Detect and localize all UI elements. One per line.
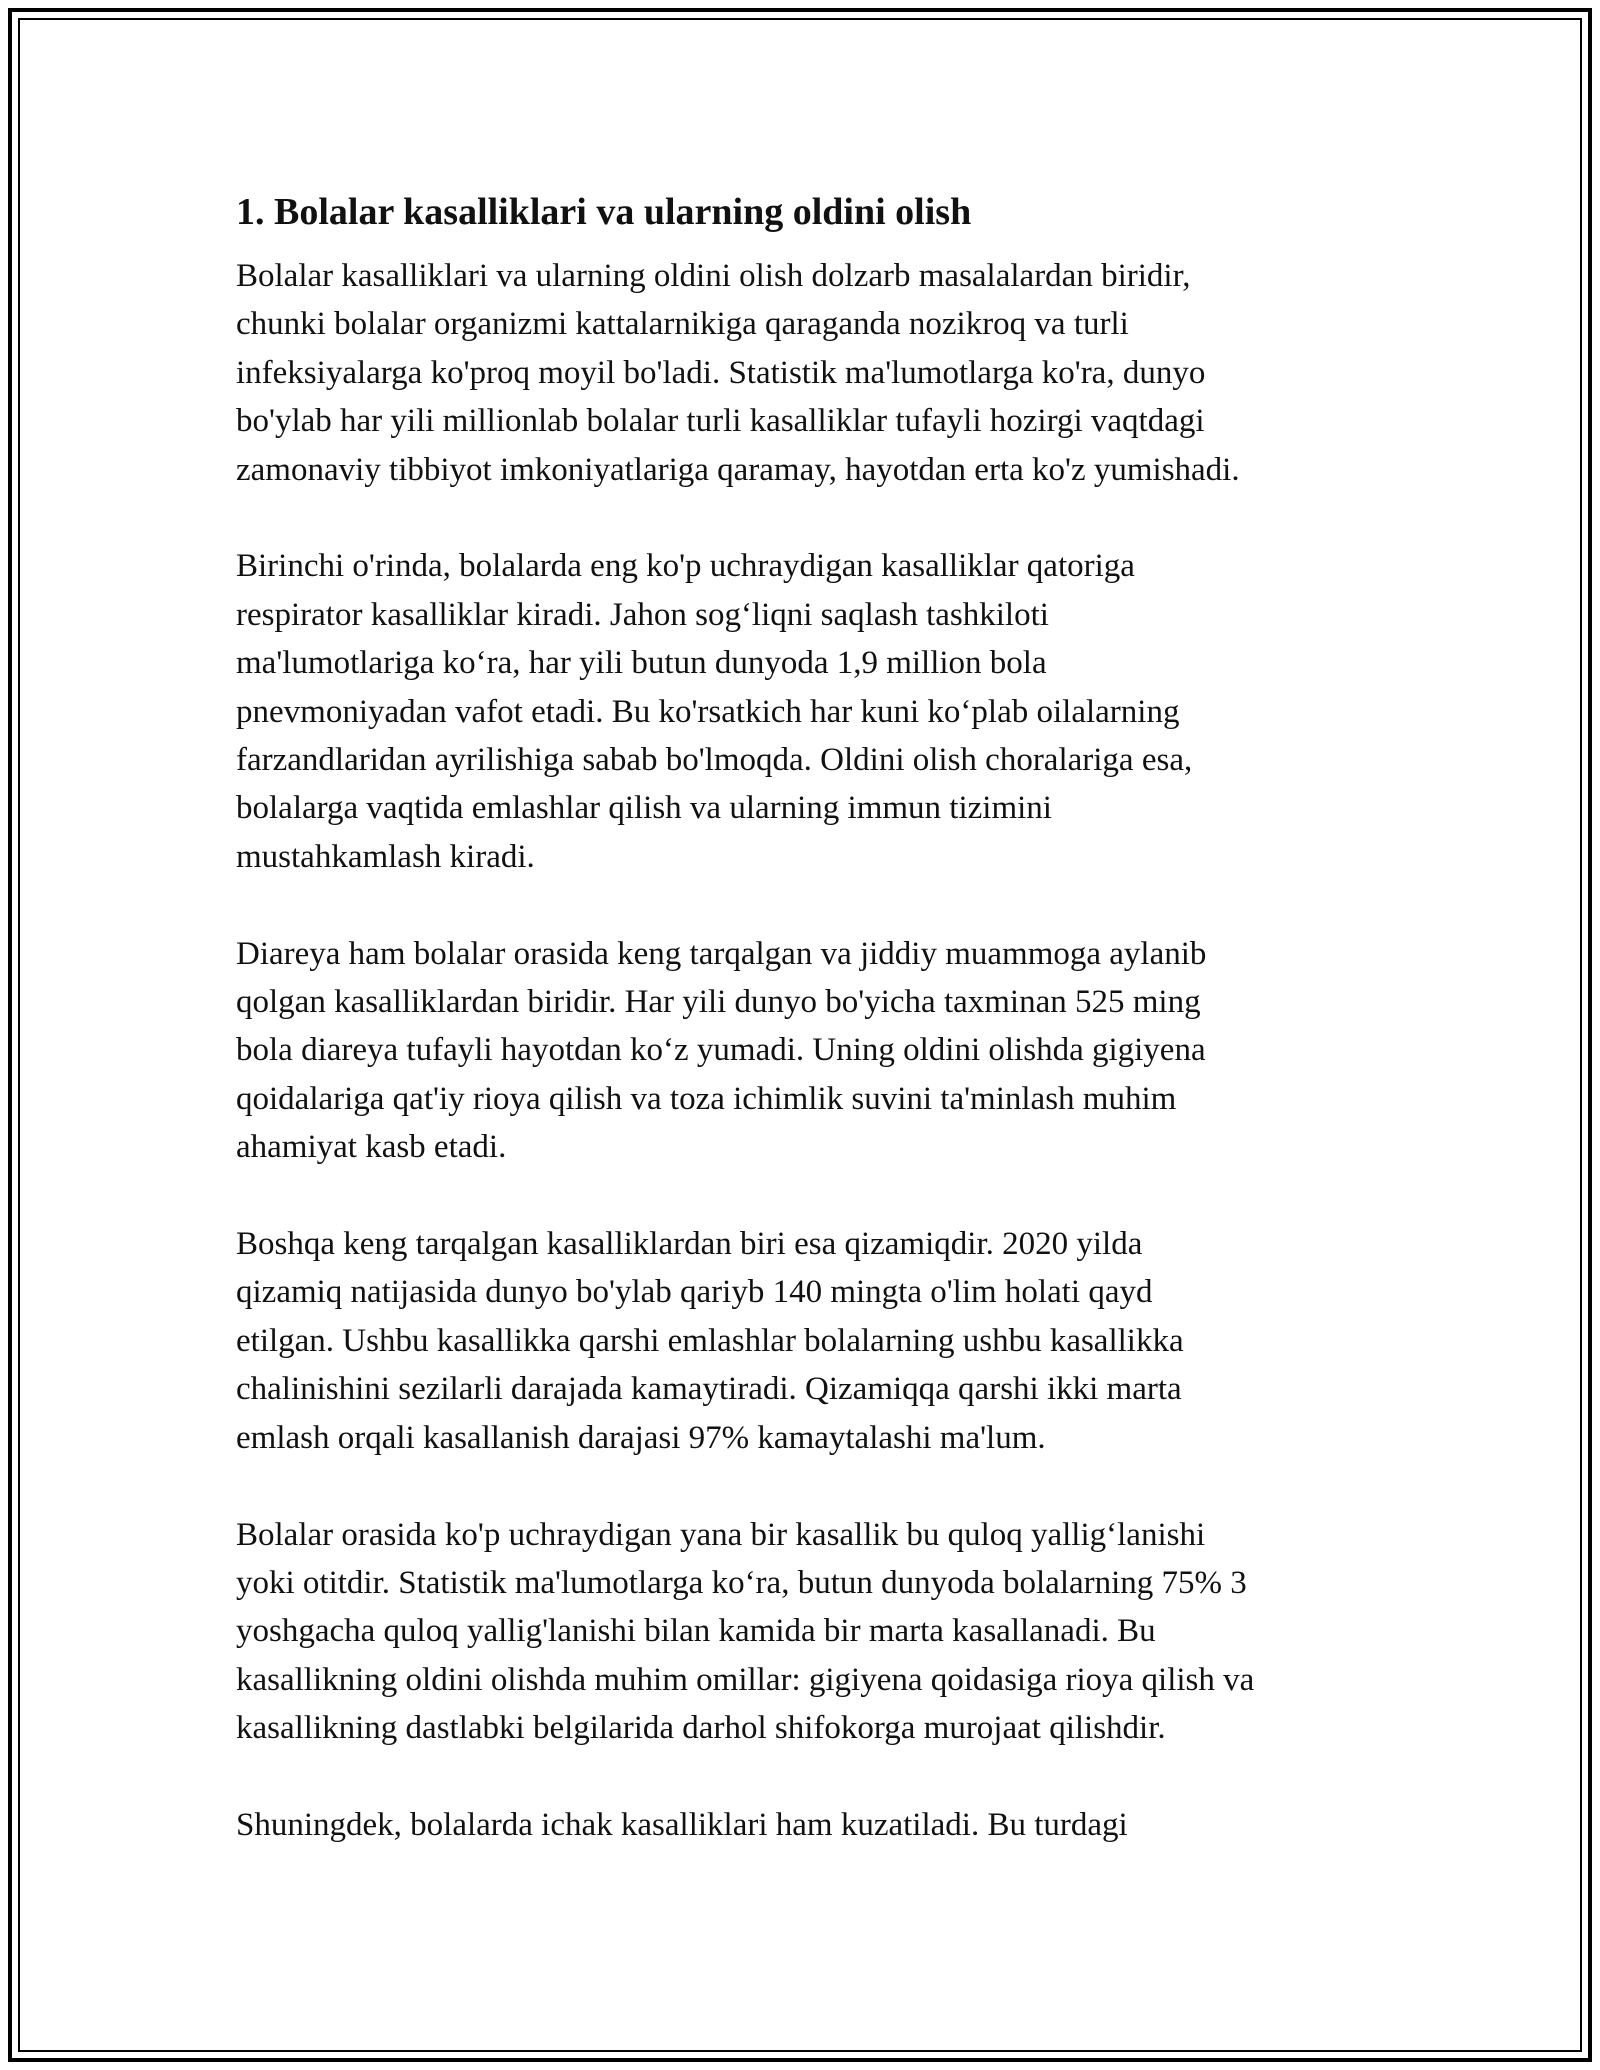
text-line: bo'ylab har yili millionlab bolalar turli kasalliklar tufayli hozirgi vaqtdagi	[236, 403, 1205, 440]
paragraph-diarrhea	[236, 930, 1386, 1172]
paragraph-intro	[236, 252, 1386, 494]
text-line: bolalarga vaqtida emlashlar qilish va ularning immun tizimini	[236, 790, 1052, 827]
text-line: qizamiq natijasida dunyo bo'ylab qariyb 140 mingta o'lim holati qayd	[236, 1274, 1153, 1311]
text-line: yoshgacha quloq yallig'lanishi bilan kamida bir marta kasallanadi. Bu	[236, 1613, 1156, 1650]
text-line: emlash orqali kasallanish darajasi 97% kamaytalashi ma'lum.	[236, 1419, 1046, 1456]
text-line: Birinchi o'rinda, bolalarda eng ko'p uchraydigan kasalliklar qatoriga	[236, 548, 1135, 585]
text-line: ma'lumotlariga ko‘ra, har yili butun dunyoda 1,9 million bola	[236, 645, 1047, 682]
text-line: kasallikning oldini olishda muhim omillar: gigiyena qoidasiga rioya qilish va	[236, 1661, 1255, 1698]
text-line: Diareya ham bolalar orasida keng tarqalgan va jiddiy muammoga aylanib	[236, 935, 1207, 972]
text-line: ahamiyat kasb etadi.	[236, 1129, 507, 1166]
text-line: qolgan kasalliklardan biridir. Har yili dunyo bo'yicha taxminan 525 ming	[236, 984, 1201, 1021]
text-line: pnevmoniyadan vafot etadi. Bu ko'rsatkich har kuni ko‘plab oilalarning	[236, 693, 1180, 730]
text-line: mustahkamlash kiradi.	[236, 838, 535, 875]
text-line: Shuningdek, bolalarda ichak kasalliklari ham kuzatiladi. Bu turdagi	[236, 1806, 1128, 1843]
text-line: yoki otitdir. Statistik ma'lumotlarga ko‘ra, butun dunyoda bolalarning 75% 3	[236, 1564, 1247, 1601]
text-line: zamonaviy tibbiyot imkoniyatlariga qaramay, hayotdan erta ko'z yumishadi.	[236, 451, 1240, 488]
text-line: farzandlaridan ayrilishiga sabab bo'lmoqda. Oldini olish choralariga esa,	[236, 742, 1193, 779]
text-line: bola diareya tufayli hayotdan ko‘z yumadi. Uning oldini olishda gigiyena	[236, 1032, 1206, 1069]
text-line: kasallikning dastlabki belgilarida darhol shifokorga murojaat qilishdir.	[236, 1710, 1166, 1747]
paragraph-respiratory	[236, 542, 1386, 881]
text-line: Bolalar kasalliklari va ularning oldini olish dolzarb masalalardan biridir,	[236, 258, 1191, 294]
section-heading: 1. Bolalar kasalliklari va ularning oldini olish	[236, 191, 972, 233]
text-line: chalinishini sezilarli darajada kamaytiradi. Qizamiqqa qarshi ikki marta	[236, 1371, 1182, 1408]
paragraph-measles	[236, 1220, 1386, 1462]
text-line: qoidalariga qat'iy rioya qilish va toza ichimlik suvini ta'minlash muhim	[236, 1080, 1177, 1117]
text-line: chunki bolalar organizmi kattalarnikiga qaraganda nozikroq va turli	[236, 306, 1129, 343]
document-body	[236, 186, 1386, 1898]
text-line: respirator kasalliklar kiradi. Jahon sog‘liqni saqlash tashkiloti	[236, 596, 1049, 633]
text-line: Bolalar orasida ko'p uchraydigan yana bir kasallik bu quloq yallig‘lanishi	[236, 1516, 1206, 1553]
paragraph-intestinal	[236, 1801, 1386, 1849]
text-line: Boshqa keng tarqalgan kasalliklardan biri esa qizamiqdir. 2020 yilda	[236, 1226, 1143, 1263]
paragraph-otitis	[236, 1511, 1386, 1753]
text-line: infeksiyalarga ko'proq moyil bo'ladi. Statistik ma'lumotlarga ko'ra, dunyo	[236, 354, 1206, 391]
text-line: etilgan. Ushbu kasallikka qarshi emlashlar bolalarning ushbu kasallikka	[236, 1322, 1184, 1359]
